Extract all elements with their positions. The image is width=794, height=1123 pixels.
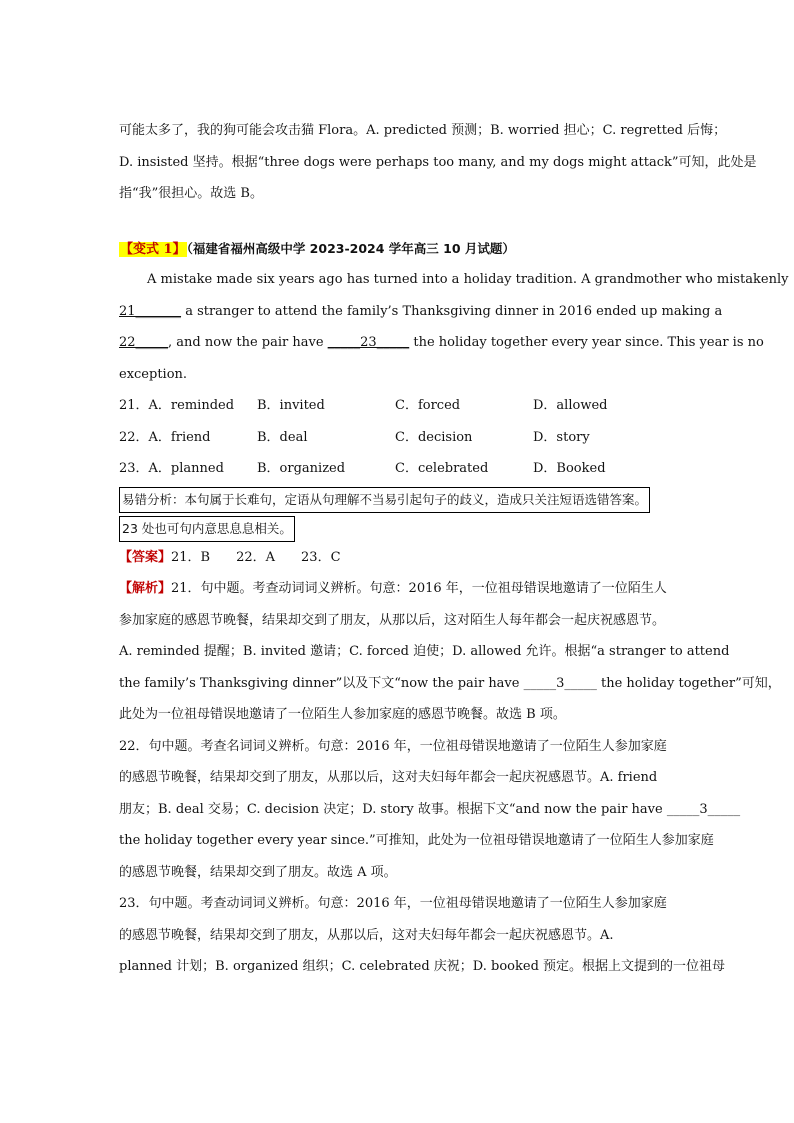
option-21-c: C．forced — [395, 398, 461, 413]
passage-line-3-mid: , and now the pair have — [168, 335, 324, 350]
analysis-line-6: 22．句中题。考查名词词义辨析。句意：2016 年，一位祖母错误地邀请了一位陌生人参加家庭 — [119, 738, 667, 754]
analysis-line-4: the family’s Thanksgiving dinner”以及下文“now the pair have _____3_____ the holiday together”可知， — [119, 675, 781, 691]
analysis-line-9: the holiday together every year since.”可推知，此处为一位祖母错误地邀请了一位陌生人参加家庭 — [119, 833, 714, 848]
passage-line-2-text: a stranger to attend the family’s Thanksgiving dinner in 2016 ended up making a — [185, 303, 723, 319]
blank-22: 22_____ — [119, 335, 169, 350]
intro-line-2: D. insisted 坚持。根据“three dogs were perhaps too many, and my dogs might attack”可知，此处是 — [119, 154, 757, 170]
analysis-line-1 — [119, 573, 709, 605]
option-22-b: B．deal — [257, 429, 308, 445]
options-row-22 — [119, 422, 709, 454]
option-22-d: D．story — [533, 429, 590, 445]
variant-tag: 【变式 1】 — [120, 241, 186, 257]
passage-line-1: A mistake made six years ago has turned into a holiday tradition. A grandmother who mistakenly — [147, 272, 789, 287]
variant-source: （福建省福州高级中学 2023-2024 学年高三 10 月试题） — [186, 240, 515, 256]
option-21-b: B．invited — [257, 398, 325, 413]
document-page — [119, 115, 789, 983]
option-23-b: B．organized — [257, 461, 346, 476]
passage-line-4: exception. — [119, 366, 188, 382]
analysis-line-7: 的感恩节晚餐，结果却交到了朋友，从那以后，这对夫妇每年都会一起庆祝感恩节。A. friend — [119, 770, 658, 785]
analysis-line-10: 的感恩节晚餐，结果却交到了朋友。故选 A 项。 — [119, 864, 397, 880]
analysis-label: 【解析】 — [119, 581, 172, 596]
answer-label: 【答案】 — [119, 549, 172, 565]
options-row-23 — [119, 453, 709, 485]
analysis-line-12: 的感恩节晚餐，结果却交到了朋友，从那以后，这对夫妇每年都会一起庆祝感恩节。A. — [119, 927, 614, 943]
analysis-line-13: planned 计划；B. organized 组织；C. celebrated 庆祝；D. booked 预定。根据上文提到的一位祖母 — [119, 959, 726, 974]
analysis-line-2: 参加家庭的感恩节晚餐，结果却交到了朋友，从那以后，这对陌生人每年都会一起庆祝感恩节。 — [119, 612, 666, 628]
options-row-21 — [119, 390, 709, 422]
option-21-d: D．allowed — [533, 398, 608, 413]
option-23-a: 23．A．planned — [119, 461, 224, 476]
blank-21: 21_______ — [119, 303, 182, 319]
variant-header — [119, 233, 709, 265]
passage-line-3 — [119, 327, 764, 359]
analysis-line-11: 23．句中题。考查动词词义辨析。句意：2016 年，一位祖母错误地邀请了一位陌生人参加家庭 — [119, 896, 667, 911]
error-note-box-2: 23 处也可句内意思息息相关。 — [119, 516, 295, 542]
option-22-a: 22．A．friend — [119, 429, 211, 445]
option-22-c: C．decision — [395, 429, 473, 445]
analysis-line-8: 朋友；B. deal 交易；C. decision 决定；D. story 故事。根据下文“and now the pair have _____3_____ — [119, 801, 741, 817]
blank-23: _____23_____ — [327, 335, 410, 350]
option-23-c: C．celebrated — [395, 461, 489, 476]
answer-line — [119, 542, 709, 574]
error-note-box-1: 易错分析：本句属于长难句，定语从句理解不当易引起句子的歧义，造成只关注短语选错答案。 — [119, 487, 650, 513]
spacer — [119, 210, 709, 233]
passage-line-2 — [119, 296, 723, 328]
option-23-d: D．Booked — [533, 461, 606, 476]
option-21-a: 21．A．reminded — [119, 398, 235, 413]
analysis-line-3: A. reminded 提醒；B. invited 邀请；C. forced 迫使；D. allowed 允许。根据“a stranger to attend — [119, 644, 730, 659]
answer-text: 21．B 22．A 23．C — [171, 549, 341, 565]
analysis-line-5: 此处为一位祖母错误地邀请了一位陌生人参加家庭的感恩节晚餐。故选 B 项。 — [119, 707, 566, 722]
intro-line-1: 可能太多了，我的狗可能会攻击猫 Flora。A. predicted 预测；B. worried 担心；C. regretted 后悔； — [119, 123, 727, 138]
analysis-text-1: 21．句中题。考查动词词义辨析。句意：2016 年，一位祖母错误地邀请了一位陌生人 — [171, 581, 667, 596]
intro-line-3: 指“我”很担心。故选 B。 — [119, 186, 263, 201]
passage-line-3-end: the holiday together every year since. This year is no — [413, 335, 764, 350]
